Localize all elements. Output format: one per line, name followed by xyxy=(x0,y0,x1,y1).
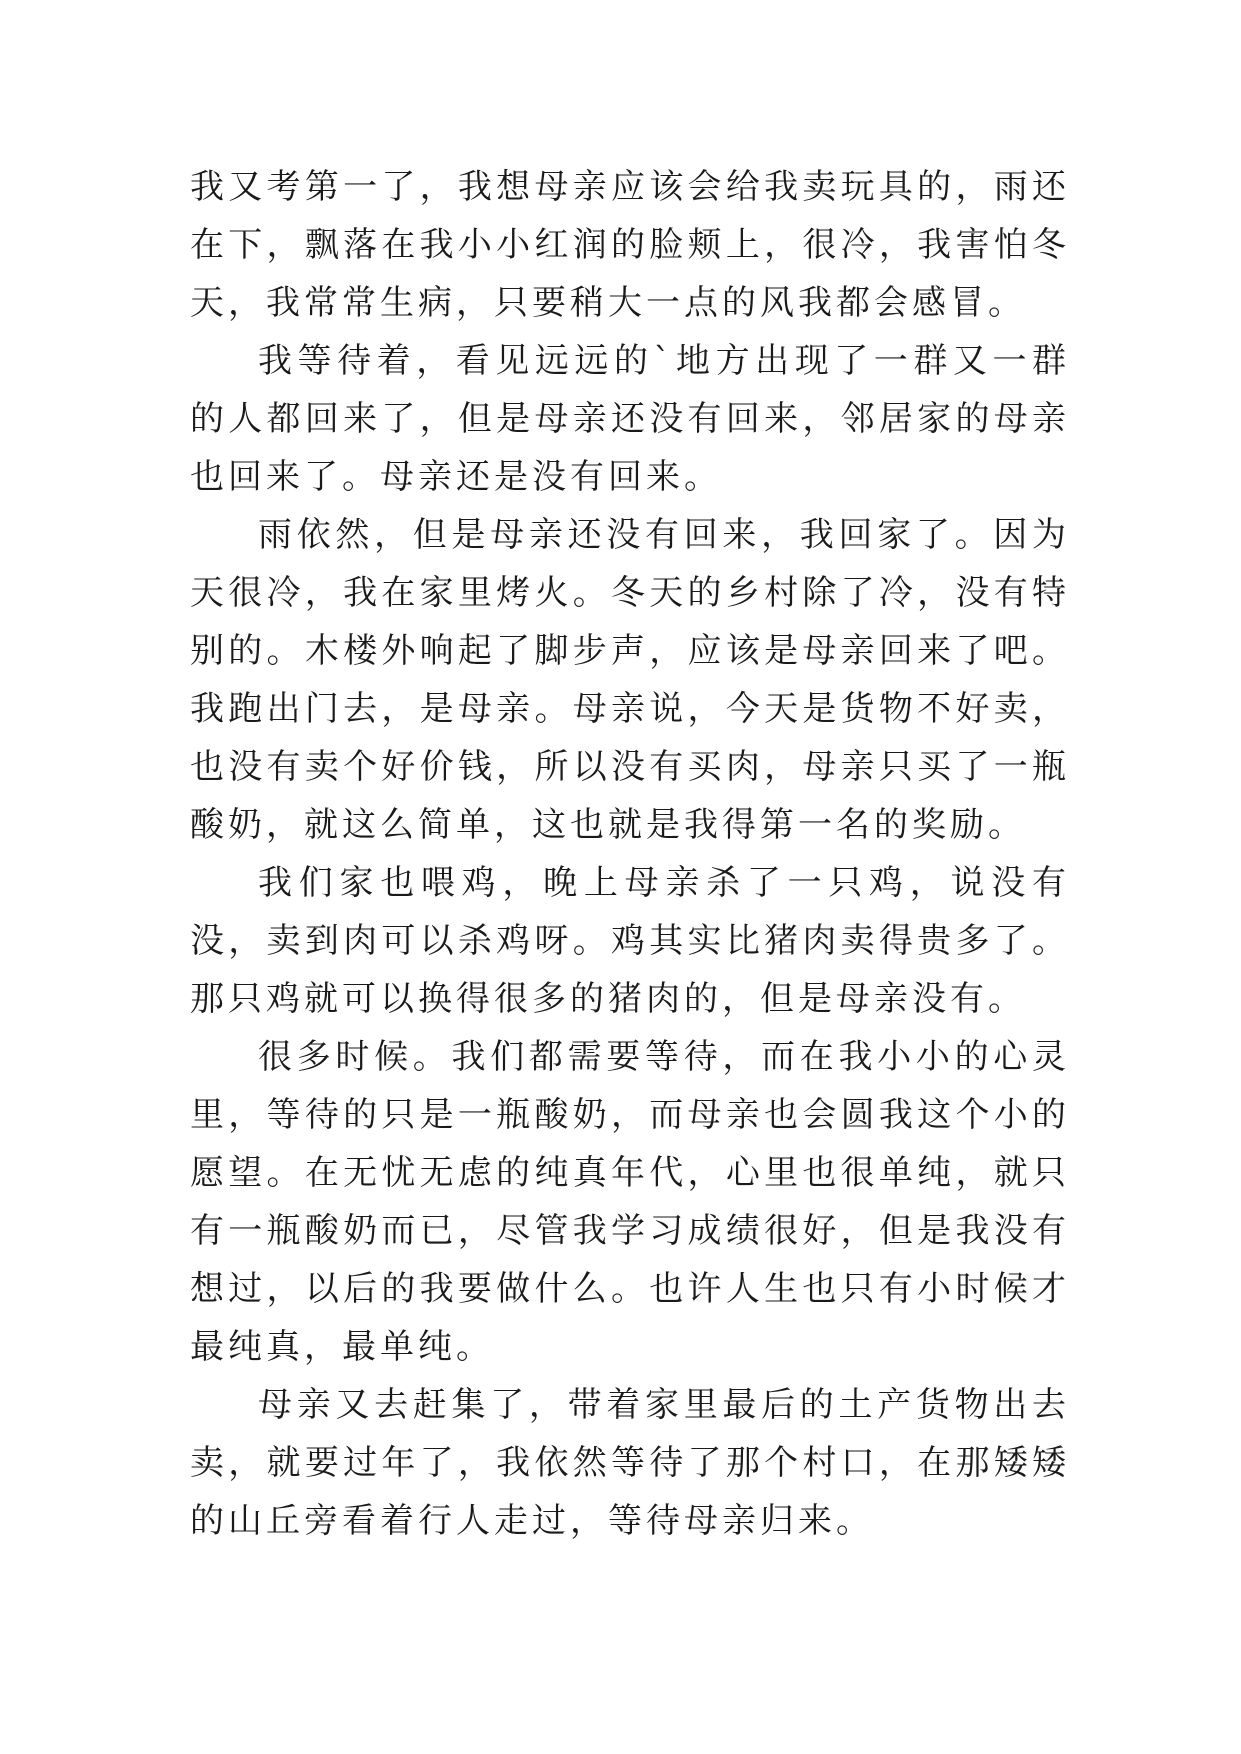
paragraph-5: 很多时候。我们都需要等待，而在我小小的心灵里，等待的只是一瓶酸奶，而母亲也会圆我这个小的愿望。在无忧无虑的纯真年代，心里也很单纯，就只有一瓶酸奶而已，尽管我学习成绩很好，但是我没有想过，以后的我要做什么。也许人生也只有小时候才最纯真，最单纯。 xyxy=(190,1037,1070,1367)
document-body xyxy=(190,158,1070,1550)
paragraph-3: 雨依然，但是母亲还没有回来，我回家了。因为天很冷，我在家里烤火。冬天的乡村除了冷，没有特别的。木楼外响起了脚步声，应该是母亲回来了吧。我跑出门去，是母亲。母亲说，今天是货物不好卖，也没有卖个好价钱，所以没有买肉，母亲只买了一瓶酸奶，就这么简单，这也就是我得第一名的奖励。 xyxy=(190,515,1070,845)
paragraph-6: 母亲又去赶集了，带着家里最后的土产货物出去卖，就要过年了，我依然等待了那个村口，在那矮矮的山丘旁看着行人走过，等待母亲归来。 xyxy=(190,1385,1070,1541)
paragraph-2: 我等待着，看见远远的`地方出现了一群又一群的人都回来了，但是母亲还没有回来，邻居家的母亲也回来了。母亲还是没有回来。 xyxy=(190,341,1070,497)
paragraph-1: 我又考第一了，我想母亲应该会给我卖玩具的，雨还在下，飘落在我小小红润的脸颊上，很冷，我害怕冬天，我常常生病，只要稍大一点的风我都会感冒。 xyxy=(190,167,1070,323)
paragraph-4: 我们家也喂鸡，晚上母亲杀了一只鸡，说没有没，卖到肉可以杀鸡呀。鸡其实比猪肉卖得贵多了。那只鸡就可以换得很多的猪肉的，但是母亲没有。 xyxy=(190,863,1070,1019)
